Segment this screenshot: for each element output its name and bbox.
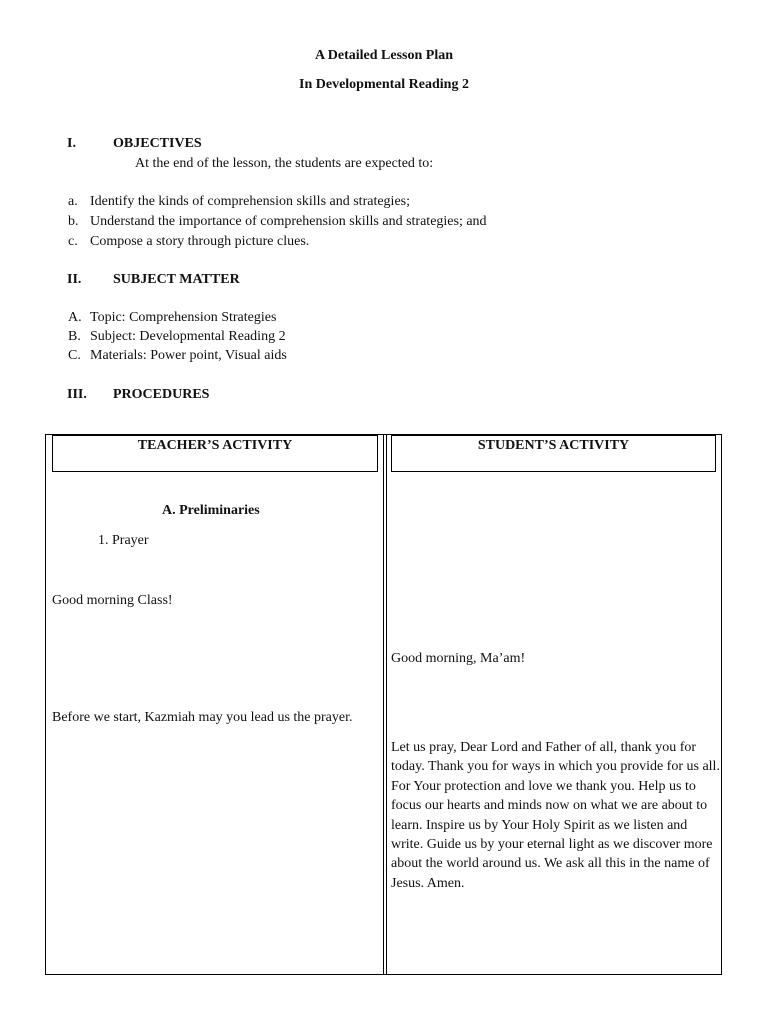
student-activity-header (391, 435, 716, 472)
list-text: Subject: Developmental Reading 2 (90, 329, 286, 344)
preliminaries-heading: A. Preliminaries (162, 503, 260, 518)
section-title-objectives: OBJECTIVES (113, 136, 202, 151)
teacher-activity-header-label: TEACHER’S ACTIVITY (137, 438, 293, 453)
list-text: Understand the importance of comprehension skills and strategies; and (90, 214, 487, 229)
teacher-activity-header (52, 435, 378, 472)
subject-matter-item (68, 310, 276, 326)
objective-item (68, 194, 410, 210)
section-title-procedures: PROCEDURES (113, 387, 210, 402)
student-prayer: Let us pray, Dear Lord and Father of all, thank you for today. Thank you for ways in which you provide for us all. For Your protection and love we thank you. Help us to focus our hearts and minds now on what we are about to learn. Inspire us by Your Holy Spirit as we listen and write. Guide us by your eternal light as we discover more about the world around us. We ask all this in the name of Jesus. Amen. (391, 740, 720, 891)
list-letter: C. (68, 348, 81, 363)
teacher-prayer-request: Before we start, Kazmiah may you lead us the prayer. (52, 710, 353, 725)
list-letter: a. (68, 194, 78, 209)
column-divider (383, 435, 384, 975)
section-number-subject-matter: II. (67, 272, 82, 287)
section-number-objectives: I. (67, 136, 76, 151)
section-title-subject-matter: SUBJECT MATTER (113, 272, 240, 287)
subject-matter-item (68, 348, 287, 364)
teacher-greeting: Good morning Class! (52, 593, 173, 608)
list-text: Topic: Comprehension Strategies (90, 310, 277, 325)
list-letter: c. (68, 234, 78, 249)
list-letter: b. (68, 214, 79, 229)
objectives-intro: At the end of the lesson, the students are expected to: (135, 156, 434, 171)
list-text: Identify the kinds of comprehension skills and strategies; (90, 194, 410, 209)
column-divider (386, 435, 387, 975)
objective-item (68, 234, 309, 250)
list-text: Materials: Power point, Visual aids (90, 348, 287, 363)
document-title: A Detailed Lesson Plan (314, 48, 454, 63)
prayer-label: 1. Prayer (98, 533, 149, 548)
list-letter: A. (68, 310, 82, 325)
student-greeting: Good morning, Ma’am! (391, 651, 526, 666)
document-subtitle: In Developmental Reading 2 (299, 77, 469, 92)
objective-item (68, 214, 487, 230)
subject-matter-item (68, 329, 286, 345)
list-letter: B. (68, 329, 81, 344)
list-text: Compose a story through picture clues. (90, 234, 310, 249)
section-number-procedures: III. (67, 387, 87, 402)
student-activity-header-label: STUDENT’S ACTIVITY (477, 438, 630, 453)
